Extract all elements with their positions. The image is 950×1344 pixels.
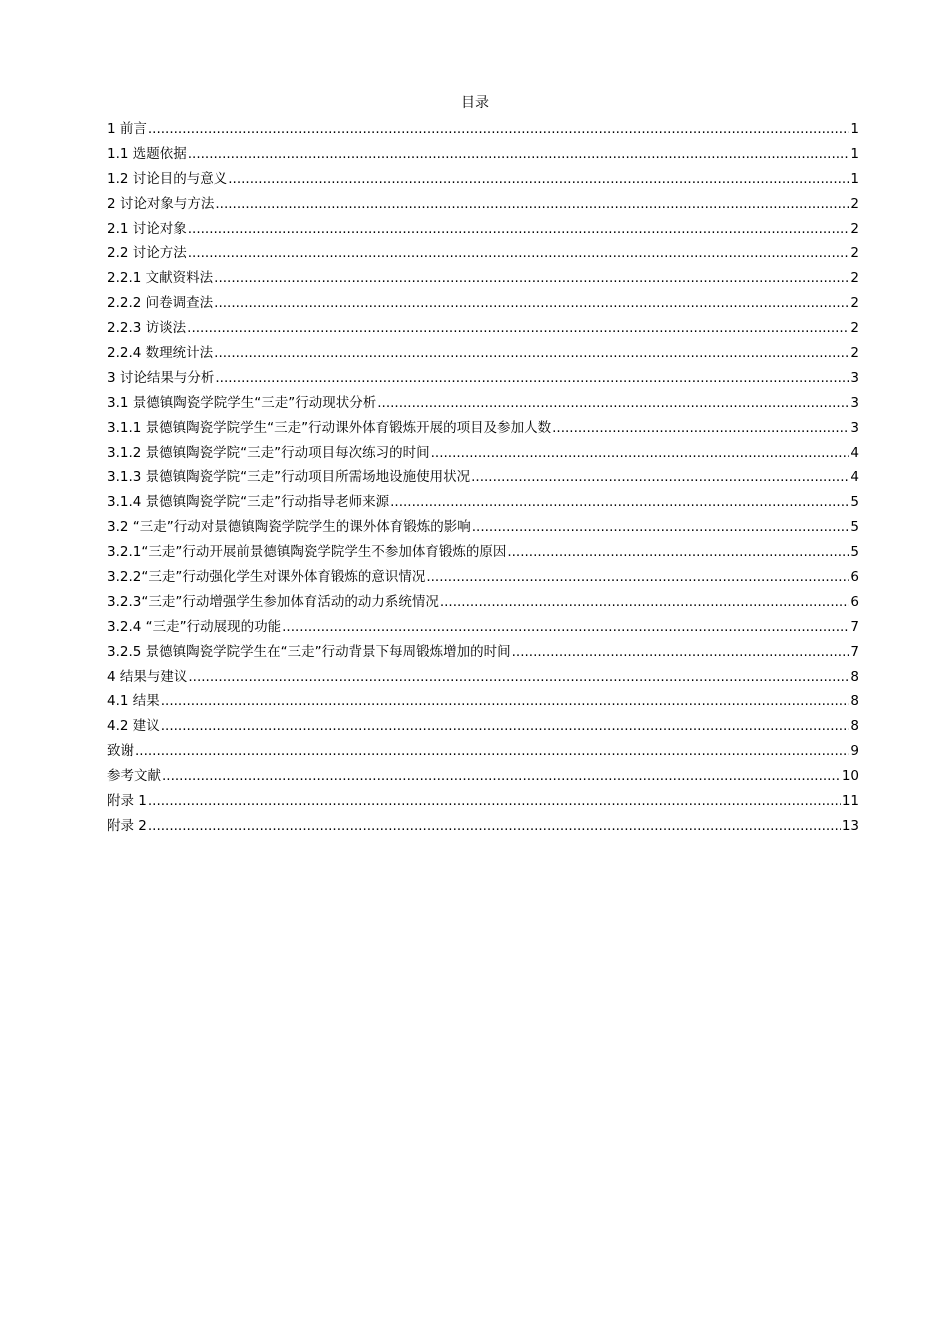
- toc-dot-leader: [377, 391, 849, 416]
- toc-entry-page-number: 10: [841, 768, 859, 785]
- toc-dot-leader: [188, 665, 849, 690]
- toc-entry[interactable]: [107, 739, 859, 764]
- toc-entry[interactable]: [107, 192, 859, 217]
- toc-entry-label: 3.2 “三走”行动对景德镇陶瓷学院学生的课外体育锻炼的影响: [107, 519, 471, 536]
- table-of-contents: [107, 117, 859, 839]
- toc-entry-label: 3.1.2 景德镇陶瓷学院“三走”行动项目每次练习的时间: [107, 444, 430, 461]
- toc-entry[interactable]: [107, 465, 859, 490]
- toc-entry-label: 3.2.2“三走”行动强化学生对课外体育锻炼的意识情况: [107, 569, 426, 586]
- toc-entry-page-number: 2: [850, 345, 859, 362]
- toc-dot-leader: [431, 441, 850, 466]
- toc-entry[interactable]: [107, 117, 859, 142]
- toc-entry-page-number: 2: [850, 295, 859, 312]
- toc-dot-leader: [512, 640, 850, 665]
- toc-title: 目录: [461, 95, 489, 111]
- toc-entry[interactable]: [107, 316, 859, 341]
- toc-entry-page-number: 4: [850, 444, 859, 461]
- toc-entry-label: 3.1 景德镇陶瓷学院学生“三走”行动现状分析: [107, 394, 377, 411]
- toc-dot-leader: [161, 689, 850, 714]
- toc-dot-leader: [214, 291, 849, 316]
- toc-entry-label: 4.1 结果: [107, 693, 160, 710]
- toc-entry-page-number: 7: [850, 643, 859, 660]
- toc-entry-label: 致谢: [107, 743, 134, 760]
- toc-entry[interactable]: [107, 590, 859, 615]
- toc-dot-leader: [282, 615, 849, 640]
- toc-entry-page-number: 11: [841, 793, 859, 810]
- toc-entry-label: 1.1 选题依据: [107, 145, 187, 162]
- toc-entry-label: 4.2 建议: [107, 718, 160, 735]
- toc-entry-page-number: 2: [850, 320, 859, 337]
- toc-entry[interactable]: [107, 714, 859, 739]
- toc-entry-page-number: 3: [850, 369, 859, 386]
- toc-dot-leader: [552, 416, 849, 441]
- toc-entry[interactable]: [107, 689, 859, 714]
- toc-entry[interactable]: [107, 416, 859, 441]
- toc-entry-page-number: 3: [850, 419, 859, 436]
- toc-entry[interactable]: [107, 241, 859, 266]
- toc-dot-leader: [215, 192, 849, 217]
- toc-entry-label: 2.2.3 访谈法: [107, 320, 187, 337]
- toc-entry-label: 1 前言: [107, 121, 147, 137]
- toc-entry-label: 3.1.4 景德镇陶瓷学院“三走”行动指导老师来源: [107, 494, 390, 511]
- toc-entry-label: 3.2.1“三走”行动开展前景德镇陶瓷学院学生不参加体育锻炼的原因: [107, 544, 507, 561]
- toc-entry[interactable]: [107, 441, 859, 466]
- toc-entry-page-number: 3: [850, 394, 859, 411]
- toc-dot-leader: [148, 789, 841, 814]
- toc-entry-page-number: 8: [850, 718, 859, 735]
- toc-entry-label: 1.2 讨论目的与意义: [107, 170, 228, 187]
- toc-dot-leader: [214, 266, 849, 291]
- toc-entry[interactable]: [107, 167, 859, 192]
- toc-dot-leader: [188, 241, 850, 266]
- toc-entry-page-number: 1: [850, 170, 859, 187]
- toc-dot-leader: [161, 714, 850, 739]
- toc-entry-page-number: 6: [850, 593, 859, 610]
- toc-dot-leader: [214, 341, 849, 366]
- toc-dot-leader: [187, 316, 849, 341]
- toc-entry-page-number: 5: [850, 494, 859, 511]
- toc-entry[interactable]: [107, 142, 859, 167]
- toc-entry-label: 2.2.4 数理统计法: [107, 345, 214, 362]
- toc-entry-page-number: 2: [850, 220, 859, 237]
- toc-dot-leader: [507, 540, 849, 565]
- toc-entry[interactable]: [107, 565, 859, 590]
- toc-entry-page-number: 4: [850, 469, 859, 486]
- toc-dot-leader: [471, 465, 849, 490]
- toc-entry-label: 2.2.2 问卷调查法: [107, 295, 214, 312]
- toc-entry[interactable]: [107, 640, 859, 665]
- toc-dot-leader: [472, 515, 850, 540]
- toc-dot-leader: [188, 217, 850, 242]
- toc-entry-page-number: 2: [850, 270, 859, 287]
- toc-entry-label: 3 讨论结果与分析: [107, 369, 215, 386]
- toc-dot-leader: [148, 117, 850, 142]
- toc-entry-page-number: 6: [850, 569, 859, 586]
- toc-entry[interactable]: [107, 291, 859, 316]
- toc-entry-page-number: 5: [850, 519, 859, 536]
- toc-entry-page-number: 9: [850, 743, 859, 760]
- toc-entry-label: 附录 2: [107, 817, 147, 834]
- toc-entry-label: 3.2.3“三走”行动增强学生参加体育活动的动力系统情况: [107, 593, 439, 610]
- toc-entry[interactable]: [107, 814, 859, 839]
- toc-entry-page-number: 2: [850, 245, 859, 262]
- toc-entry-page-number: 5: [850, 544, 859, 561]
- toc-dot-leader: [228, 167, 849, 192]
- toc-entry-label: 2.2 讨论方法: [107, 245, 187, 262]
- toc-entry-label: 2.2.1 文献资料法: [107, 270, 214, 287]
- toc-entry[interactable]: [107, 789, 859, 814]
- toc-dot-leader: [440, 590, 850, 615]
- toc-entry-label: 2 讨论对象与方法: [107, 195, 215, 212]
- toc-dot-leader: [390, 490, 849, 515]
- toc-entry-label: 附录 1: [107, 793, 147, 810]
- toc-entry[interactable]: [107, 217, 859, 242]
- toc-entry-page-number: 2: [850, 195, 859, 212]
- toc-dot-leader: [426, 565, 849, 590]
- toc-entry-page-number: 8: [850, 668, 859, 685]
- toc-entry[interactable]: [107, 515, 859, 540]
- toc-entry-label: 2.1 讨论对象: [107, 220, 187, 237]
- toc-entry[interactable]: [107, 490, 859, 515]
- toc-entry[interactable]: [107, 366, 859, 391]
- toc-entry-label: 4 结果与建议: [107, 668, 188, 685]
- toc-dot-leader: [215, 366, 849, 391]
- toc-entry[interactable]: [107, 764, 859, 789]
- toc-entry[interactable]: [107, 341, 859, 366]
- toc-entry[interactable]: [107, 540, 859, 565]
- toc-dot-leader: [135, 739, 849, 764]
- toc-entry-page-number: 8: [850, 693, 859, 710]
- toc-entry-label: 3.2.5 景德镇陶瓷学院学生在“三走”行动背景下每周锻炼增加的时间: [107, 643, 511, 660]
- toc-dot-leader: [188, 142, 850, 167]
- toc-entry-page-number: 1: [850, 145, 859, 162]
- toc-entry[interactable]: [107, 615, 859, 640]
- toc-entry[interactable]: [107, 391, 859, 416]
- toc-entry[interactable]: [107, 266, 859, 291]
- toc-entry-label: 3.1.3 景德镇陶瓷学院“三走”行动项目所需场地设施使用状况: [107, 469, 471, 486]
- toc-entry-page-number: 1: [850, 121, 859, 137]
- toc-dot-leader: [148, 814, 841, 839]
- toc-entry-label: 3.1.1 景德镇陶瓷学院学生“三走”行动课外体育锻炼开展的项目及参加人数: [107, 419, 552, 436]
- toc-dot-leader: [162, 764, 841, 789]
- toc-entry[interactable]: [107, 665, 859, 690]
- toc-entry-label: 3.2.4 “三走”行动展现的功能: [107, 618, 282, 635]
- toc-entry-label: 参考文献: [107, 768, 161, 785]
- toc-entry-page-number: 7: [850, 618, 859, 635]
- toc-entry-page-number: 13: [841, 817, 859, 834]
